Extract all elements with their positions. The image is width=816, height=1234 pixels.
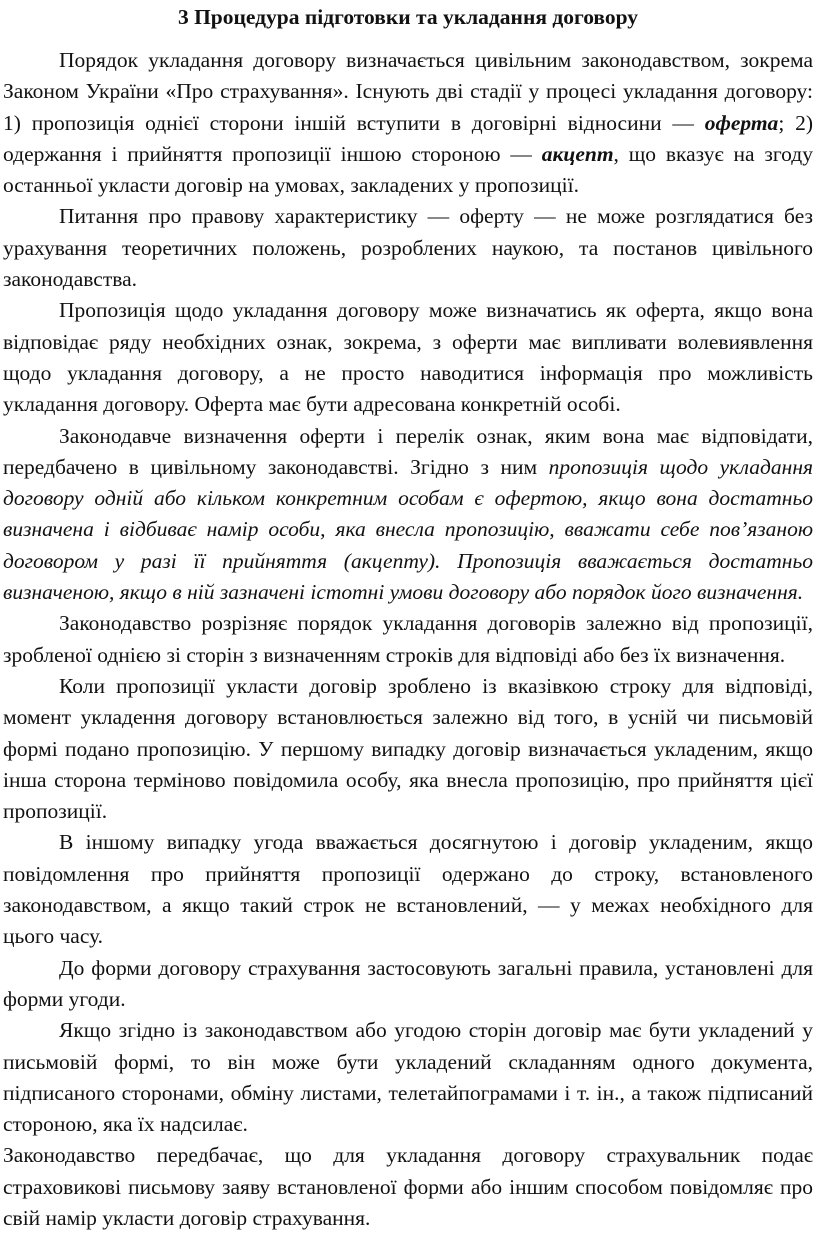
paragraph-10: Законодавство передбачає, що для укладання договору страхувальник подає страховикові письмову заяву встановленої форми або іншим способом повідомляє про свій намір укласти договір страхування. xyxy=(3,1143,813,1230)
offer-definition-italic: пропозиція щодо укладання договору одній або кільком конкретним особам є офертою, якщо вона достатньо визначена і відбиває намір особи, яка внесла пропозицію, вважати себе пов’язаною договором у разі її прийняття (акцепту). Пропозиція вважається достатньо визначеною, якщо в ній зазначені істотні умови договору або порядок його визначення. xyxy=(3,454,814,605)
paragraph-4-text-a: Законодавче визначення оферти і перелік ознак, яким вона має відповідати, передбачено в цивільному законодавстві. Згідно з ним xyxy=(3,423,813,479)
term-acceptance: акцепт xyxy=(541,141,614,166)
paragraph-8: До форми договору страхування застосовують загальні правила, установлені для форми угоди. xyxy=(3,955,813,1011)
paragraph-7: В іншому випадку угода вважається досягнутою і договір укладеним, якщо повідомлення про прийняття пропозиції одержано до строку, встановленого законодавством, а якщо такий строк не встановлений, — у межах необхідного для цього часу. xyxy=(3,830,813,949)
paragraph-2: Питання про правову характеристику — оферту — не може розглядатися без урахування теоретичних положень, розроблених наукою, та постанов цивільного законодавства. xyxy=(3,204,813,292)
paragraph-3: Пропозиція щодо укладання договору може визначатись як оферта, якщо вона відповідає ряду необхідних ознак, зокрема, з оферти має випливати волевиявлення щодо укладання договору, а не просто наводитися інформація про можливість укладання договору. Оферта має бути адресована конкретній особі. xyxy=(3,298,813,417)
paragraph-9: Якщо згідно із законодавством або угодою сторін договір має бути укладений у письмовій формі, то він може бути укладений складанням одного документа, підписаного сторонами, обміну листами, телетайпограмами і т. ін., а також підписаний стороною, яка їх надсилає. xyxy=(3,1018,813,1137)
paragraph-4 xyxy=(3,421,813,609)
paragraph-1-text-b: ; 2) одержання і прийняття пропозиції іншою стороною — xyxy=(3,110,813,166)
paragraph-6: Коли пропозиції укласти договір зроблено із вказівкою строку для відповіді, момент укладення договору встановлюється залежно від того, в усній чи письмовій формі подано пропозицію. У першому випадку договір визначається укладеним, якщо інша сторона терміново повідомила особу, яка внесла пропозицію, про прийняття цієї пропозиції. xyxy=(3,673,813,824)
paragraph-5: Законодавство розрізняє порядок укладання договорів залежно від пропозиції, зробленої однією зі сторін з визначенням строків для відповіді або без їх визначення. xyxy=(3,611,813,667)
term-offer: оферта xyxy=(704,110,779,135)
paragraph-1-text-c: , що вказує на згоду останньої укласти договір на умовах, закладених у пропозиції. xyxy=(3,141,813,198)
paragraph-1-text-a: Порядок укладання договору визначається цивільним законодавством, зокрема Законом України «Про страхування». Існують дві стадії у процесі укладання договору: 1) пропозиція однієї сторони іншій вступити в договірні відносини — xyxy=(3,48,813,135)
section-heading: 3 Процедура підготовки та укладання договору xyxy=(177,5,639,29)
paragraph-1 xyxy=(3,45,813,201)
